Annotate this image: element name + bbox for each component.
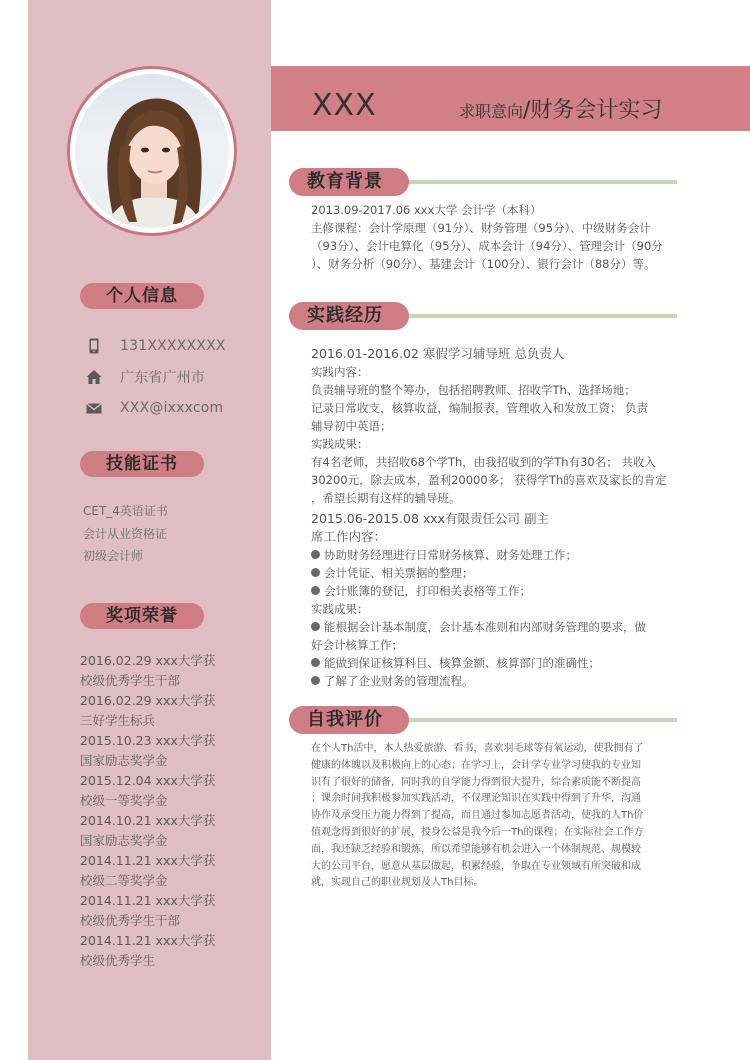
education-body <box>311 201 687 273</box>
phone-number: 131XXXXXXXX <box>120 338 226 354</box>
job-2-bullet <box>311 546 687 564</box>
certificate-item: CET_4英语证书 <box>83 504 168 518</box>
job-2-bullet <box>311 582 687 600</box>
job-2-bullet <box>311 672 687 690</box>
section-divider <box>407 314 677 318</box>
address-row <box>86 367 205 387</box>
job-1-line: 负责辅导班的整个筹办，包括招聘教师、招收学Th、选择场地； <box>311 383 636 397</box>
self-eval-line: 健康的体魄以及积极向上的心态；在学习上，会计学专业学习使我的专业知 <box>311 759 641 771</box>
job-intention <box>459 100 662 123</box>
certificates-title: 技能证书 <box>80 451 204 477</box>
personal-info-title: 个人信息 <box>80 283 204 309</box>
certificate-list <box>83 500 168 568</box>
job-2-line: 好会计核算工作； <box>311 638 403 652</box>
job-1-line: 记录日常收支，核算收益，编制报表，管理收入和发放工资； 负责 <box>311 401 649 415</box>
home-icon <box>86 369 102 385</box>
self-eval-line: 就，实现自己的职业规划及人Th目标。 <box>311 877 484 889</box>
award-line: 2014.10.21 xxx大学获 <box>80 813 216 828</box>
education-line: （93分）、会计电算化（95分）、成本会计（94分）、管理会计（90分 <box>311 239 663 253</box>
job-1-line: 有4名老师，共招收68个学Th，由我招收到的学Th有30名； 共收入 <box>311 455 656 469</box>
job-2-bullet <box>311 654 687 672</box>
job-intention-label: 求职意向 <box>459 102 524 121</box>
self-eval-line: 识有了很好的储备，同时我的自学能力得到很大提升，综合素质能不断提高 <box>311 776 641 788</box>
practice-job-2 <box>311 510 687 690</box>
candidate-name: XXX <box>312 88 377 123</box>
section-divider <box>407 180 677 184</box>
job-2-bullet-text: 了解了企业财务的管理流程。 <box>324 674 474 688</box>
practice-job-1 <box>311 345 687 507</box>
certificate-item: 初级会计师 <box>83 549 144 563</box>
award-line: 三好学生标兵 <box>80 713 156 728</box>
job-intention-value: /财务会计实习 <box>523 98 663 123</box>
education-title: 教育背景 <box>289 168 409 196</box>
phone-row <box>86 336 226 356</box>
job-2-bullet-text: 能根据会计基本制度，会计基本准则和内部财务管理的要求，做 <box>324 620 646 634</box>
self-eval-line: ；课余时间我积极参加实践活动，不仅理论知识在实践中得到了升华，沟通 <box>311 793 641 805</box>
job-1-line: 实践成果： <box>311 437 369 451</box>
job-1-line: 辅导初中英语； <box>311 419 392 433</box>
bullet-dot <box>311 622 320 631</box>
bullet-dot <box>311 676 320 685</box>
job-2-bullet-text: 会计凭证、相关票据的整理； <box>324 566 474 580</box>
bullet-dot <box>311 550 320 559</box>
self-eval-line: 大的公司平台，愿意从基层做起，积累经验，争取在专业领域有所突破和成 <box>311 860 641 872</box>
job-2-bullet-text: 会计账簿的登记，打印相关表格等工作； <box>324 584 531 598</box>
education-line: 主修课程：会计学原理（91分）、财务管理（95分）、中级财务会计 <box>311 221 651 235</box>
bullet-dot <box>311 568 320 577</box>
awards-title: 奖项荣誉 <box>80 603 204 629</box>
profile-photo <box>75 74 229 228</box>
phone-icon <box>86 338 102 354</box>
job-2-bullet <box>311 618 687 636</box>
education-line: 2013.09-2017.06 xxx大学 会计学（本科） <box>311 203 542 217</box>
award-line: 校级二等奖学金 <box>80 873 168 888</box>
profile-photo-frame <box>67 66 237 236</box>
award-line: 2015.10.23 xxx大学获 <box>80 733 216 748</box>
address: 广东省广州市 <box>120 370 206 386</box>
email: XXX@ixxxcom <box>120 400 224 416</box>
award-line: 校级优秀学生干部 <box>80 913 181 928</box>
self-eval-line: 面，我还缺乏经验和锻炼，所以希望能够有机会进入一个体制规范、规模较 <box>311 843 641 855</box>
award-line: 2014.11.21 xxx大学获 <box>80 853 216 868</box>
award-line: 校级一等奖学金 <box>80 793 168 808</box>
mail-icon <box>86 400 102 416</box>
self-eval-line: 值观念得到很好的扩展，投身公益是我今后一Th的课程；在实际社会工作方 <box>311 826 644 838</box>
award-line: 2016.02.29 xxx大学获 <box>80 693 216 708</box>
bullet-dot <box>311 658 320 667</box>
award-line: 2014.11.21 xxx大学获 <box>80 933 216 948</box>
job-1-line: 实践内容： <box>311 365 369 379</box>
job-1-line: 30200元，除去成本，盈利20000多； 获得学Th的喜欢及家长的肯定 <box>311 473 667 487</box>
job-2-bullet-text: 能做到保证核算科目、核算金额、核算部门的准确性； <box>324 656 600 670</box>
self-eval-title: 自我评价 <box>289 706 409 734</box>
certificate-item: 会计从业资格证 <box>83 526 168 541</box>
award-line: 2014.11.21 xxx大学获 <box>80 893 216 908</box>
award-line: 2015.12.04 xxx大学获 <box>80 773 216 788</box>
job-1-line: ，希望长期有这样的辅导班。 <box>311 491 461 505</box>
job-2-heading: 2015.06-2015.08 xxx有限责任公司 副主 <box>311 511 550 526</box>
award-line: 校级优秀学生 <box>80 953 156 968</box>
job-2-line: 席工作内容： <box>311 529 387 544</box>
header-band <box>271 66 750 131</box>
bullet-dot <box>311 586 320 595</box>
award-list <box>80 651 220 971</box>
practice-title: 实践经历 <box>289 302 409 330</box>
self-eval-line: 在个人Th活中，本人热爱旅游、看书，喜欢羽毛球等有氧运动，使我拥有了 <box>311 743 644 754</box>
section-divider <box>407 718 677 722</box>
email-row <box>86 398 223 418</box>
job-2-bullet-text: 协助财务经理进行日常财务核算、财务处理工作； <box>324 548 577 562</box>
award-line: 2016.02.29 xxx大学获 <box>80 653 216 668</box>
self-eval-body <box>311 741 687 892</box>
job-2-bullet <box>311 564 687 582</box>
self-eval-line: 协作及承受压力能力得到了提高，而且通过参加志愿者活动，使我的人Th价 <box>311 810 644 822</box>
award-line: 国家励志奖学金 <box>80 833 168 848</box>
job-2-result-label: 实践成果： <box>311 602 369 616</box>
award-line: 国家励志奖学金 <box>80 753 168 768</box>
award-line: 校级优秀学生干部 <box>80 673 181 688</box>
education-line: ）、财务分析（90分）、基建会计（100分）、银行会计（88分）等。 <box>311 257 656 271</box>
job-1-heading: 2016.01-2016.02 寒假学习辅导班 总负责人 <box>311 346 565 361</box>
